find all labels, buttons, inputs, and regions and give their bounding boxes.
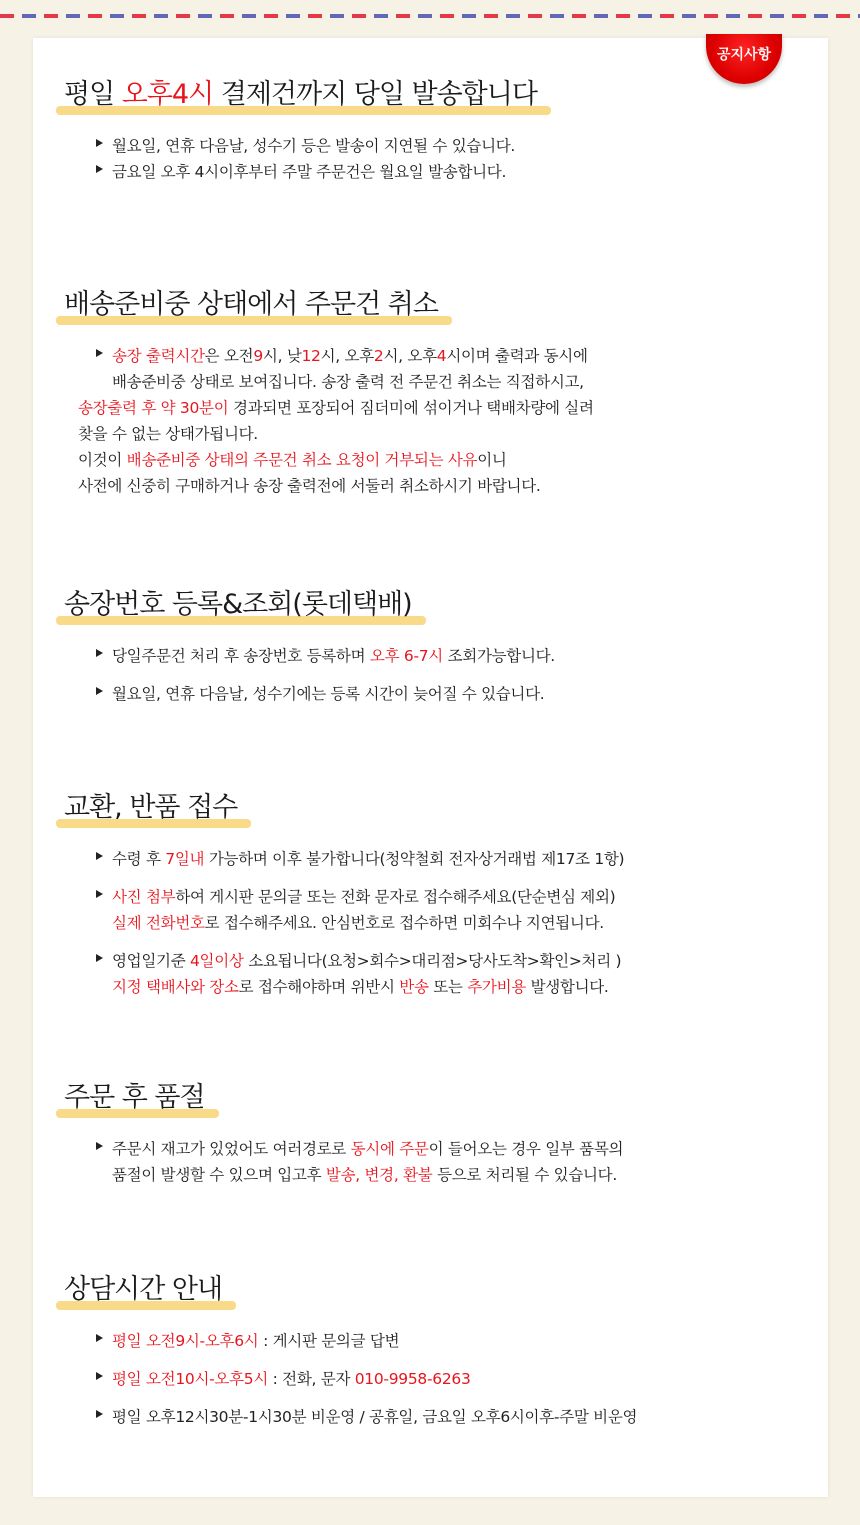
list-item xyxy=(96,1366,637,1392)
section-heading xyxy=(62,1267,230,1310)
text-segment: 품절이 발생할 수 있으며 입고후 xyxy=(112,1166,326,1184)
text-segment: 이니 xyxy=(477,451,507,469)
highlighted-text: 2 xyxy=(373,347,384,365)
section-items xyxy=(96,133,545,185)
highlighted-text: 배송준비중 상태의 주문건 취소 요청이 거부되는 사유 xyxy=(126,451,478,469)
highlighted-text: 평일 오전10시-오후5시 xyxy=(112,1370,268,1388)
section-heading xyxy=(62,1075,213,1118)
list-item xyxy=(96,681,555,707)
text-segment: 이 들어오는 경우 일부 품목의 xyxy=(428,1140,624,1158)
list-item xyxy=(78,395,594,499)
text-segment: 월요일, 연휴 다음날, 성수기에는 등록 시간이 늦어질 수 있습니다. xyxy=(112,685,545,703)
item-line xyxy=(112,133,545,159)
text-segment: 찾을 수 없는 상태가됩니다. xyxy=(78,425,258,443)
notice-section xyxy=(62,582,555,707)
text-segment: 시, 오후 xyxy=(383,347,437,365)
item-line xyxy=(112,910,624,936)
list-item xyxy=(96,343,594,395)
list-item xyxy=(96,643,555,669)
text-segment: 로 접수해야하며 위반시 xyxy=(238,978,400,996)
text-segment: 송장번호 등록&조회(롯데택배) xyxy=(64,589,412,620)
highlighted-text: 4일이상 xyxy=(190,952,244,970)
text-segment: 당일주문건 처리 후 송장번호 등록하며 xyxy=(112,647,370,665)
notice-badge: 공지사항 xyxy=(706,34,782,84)
highlighted-text: 7일내 xyxy=(165,850,205,868)
notice-section xyxy=(62,72,545,185)
section-heading xyxy=(62,72,545,115)
notice-section xyxy=(62,785,624,1000)
text-segment: 교환, 반품 접수 xyxy=(64,792,238,823)
section-heading xyxy=(62,785,245,828)
text-segment: 주문 후 품절 xyxy=(64,1082,205,1113)
item-line xyxy=(112,846,624,872)
text-segment: 소요됩니다(요청>회수>대리점>당사도착>확인>처리 ) xyxy=(243,952,622,970)
highlighted-text: 4 xyxy=(436,347,447,365)
text-segment: 월요일, 연휴 다음날, 성수기 등은 발송이 지연될 수 있습니다. xyxy=(112,137,516,155)
list-item xyxy=(96,159,545,185)
item-line xyxy=(112,884,624,910)
item-line xyxy=(112,159,545,185)
list-item xyxy=(96,1404,637,1430)
section-items xyxy=(96,1136,623,1188)
section-items xyxy=(96,1328,637,1430)
section-items xyxy=(78,343,594,499)
text-segment: : 전화, 문자 xyxy=(268,1370,355,1388)
text-segment: 로 접수해주세요. 안심번호로 접수하면 미회수나 지연됩니다. xyxy=(204,914,604,932)
highlighted-text: 발송, 변경, 환불 xyxy=(325,1166,433,1184)
list-item xyxy=(96,846,624,872)
section-items xyxy=(96,643,555,707)
text-segment: 이것이 xyxy=(78,451,127,469)
highlighted-text: 추가비용 xyxy=(467,978,526,996)
list-item xyxy=(96,884,624,936)
text-segment: 평일 오후12시30분-1시30분 비운영 / 공휴일, 금요일 오후6시이후-주말 비운영 xyxy=(112,1408,638,1426)
text-segment: 가능하며 이후 불가합니다(청약철회 전자상거래법 제17조 1항) xyxy=(204,850,625,868)
list-item xyxy=(96,133,545,159)
item-line xyxy=(78,473,594,499)
text-segment: 배송준비중 상태로 보여집니다. 송장 출력 전 주문건 취소는 직접하시고, xyxy=(112,373,584,391)
list-item xyxy=(96,1328,637,1354)
item-line xyxy=(78,447,594,473)
text-segment: 시, 낮 xyxy=(262,347,302,365)
item-line xyxy=(112,681,555,707)
text-segment: 금요일 오후 4시이후부터 주말 주문건은 월요일 발송합니다. xyxy=(112,163,507,181)
text-segment: 하여 게시판 문의글 또는 전화 문자로 접수해주세요(단순변심 제외) xyxy=(175,888,616,906)
item-line xyxy=(112,1136,623,1162)
section-heading xyxy=(62,582,420,625)
text-segment: 등으로 처리될 수 있습니다. xyxy=(432,1166,617,1184)
text-segment: 평일 xyxy=(64,79,122,110)
text-segment: 시, 오후 xyxy=(320,347,374,365)
text-segment: 결제건까지 당일 발송합니다 xyxy=(213,79,537,110)
section-items xyxy=(96,846,624,1000)
highlighted-text: 오후 6-7시 xyxy=(369,647,443,665)
highlighted-text: 실제 전화번호 xyxy=(112,914,205,932)
notice-section xyxy=(62,282,594,499)
highlighted-text: 평일 오전9시-오후6시 xyxy=(112,1332,259,1350)
text-segment: 시이며 출력과 동시에 xyxy=(446,347,588,365)
item-line xyxy=(112,1162,623,1188)
highlighted-text: 12 xyxy=(301,347,321,365)
notice-section xyxy=(62,1267,637,1430)
item-line xyxy=(112,974,624,1000)
text-segment: 발생합니다. xyxy=(525,978,609,996)
text-segment: 수령 후 xyxy=(112,850,166,868)
item-line xyxy=(112,369,594,395)
highlighted-text: 오후4시 xyxy=(121,79,214,110)
text-segment: 사전에 신중히 구매하거나 송장 출력전에 서둘러 취소하시기 바랍니다. xyxy=(78,477,541,495)
item-line xyxy=(112,343,594,369)
text-segment: : 게시판 문의글 답변 xyxy=(258,1332,400,1350)
item-line xyxy=(112,1404,637,1430)
highlighted-text: 동시에 주문 xyxy=(350,1140,429,1158)
highlighted-text: 9 xyxy=(253,347,263,365)
list-item xyxy=(96,948,624,1000)
highlighted-text: 010-9958-6263 xyxy=(354,1370,471,1388)
item-line xyxy=(112,643,555,669)
item-line xyxy=(112,948,624,974)
text-segment: 상담시간 안내 xyxy=(64,1274,223,1305)
list-item xyxy=(96,1136,623,1188)
text-segment: 은 오전 xyxy=(204,347,254,365)
text-segment: 주문시 재고가 있었어도 여러경로로 xyxy=(112,1140,351,1158)
item-line xyxy=(78,395,594,421)
highlighted-text: 반송 xyxy=(399,978,429,996)
notice-section xyxy=(62,1075,623,1188)
text-segment: 또는 xyxy=(428,978,468,996)
highlighted-text: 지정 택배사와 장소 xyxy=(112,978,239,996)
airmail-border xyxy=(0,14,860,18)
section-heading xyxy=(62,282,446,325)
item-line xyxy=(112,1328,637,1354)
highlighted-text: 송장출력 후 약 30분이 xyxy=(78,399,229,417)
highlighted-text: 송장 출력시간 xyxy=(112,347,205,365)
text-segment: 조회가능합니다. xyxy=(442,647,555,665)
item-line xyxy=(112,1366,637,1392)
text-segment: 배송준비중 상태에서 주문건 취소 xyxy=(64,289,438,320)
item-line xyxy=(78,421,594,447)
highlighted-text: 사진 첨부 xyxy=(112,888,176,906)
text-segment: 경과되면 포장되어 짐더미에 섞이거나 택배차량에 실려 xyxy=(228,399,594,417)
text-segment: 영업일기준 xyxy=(112,952,190,970)
